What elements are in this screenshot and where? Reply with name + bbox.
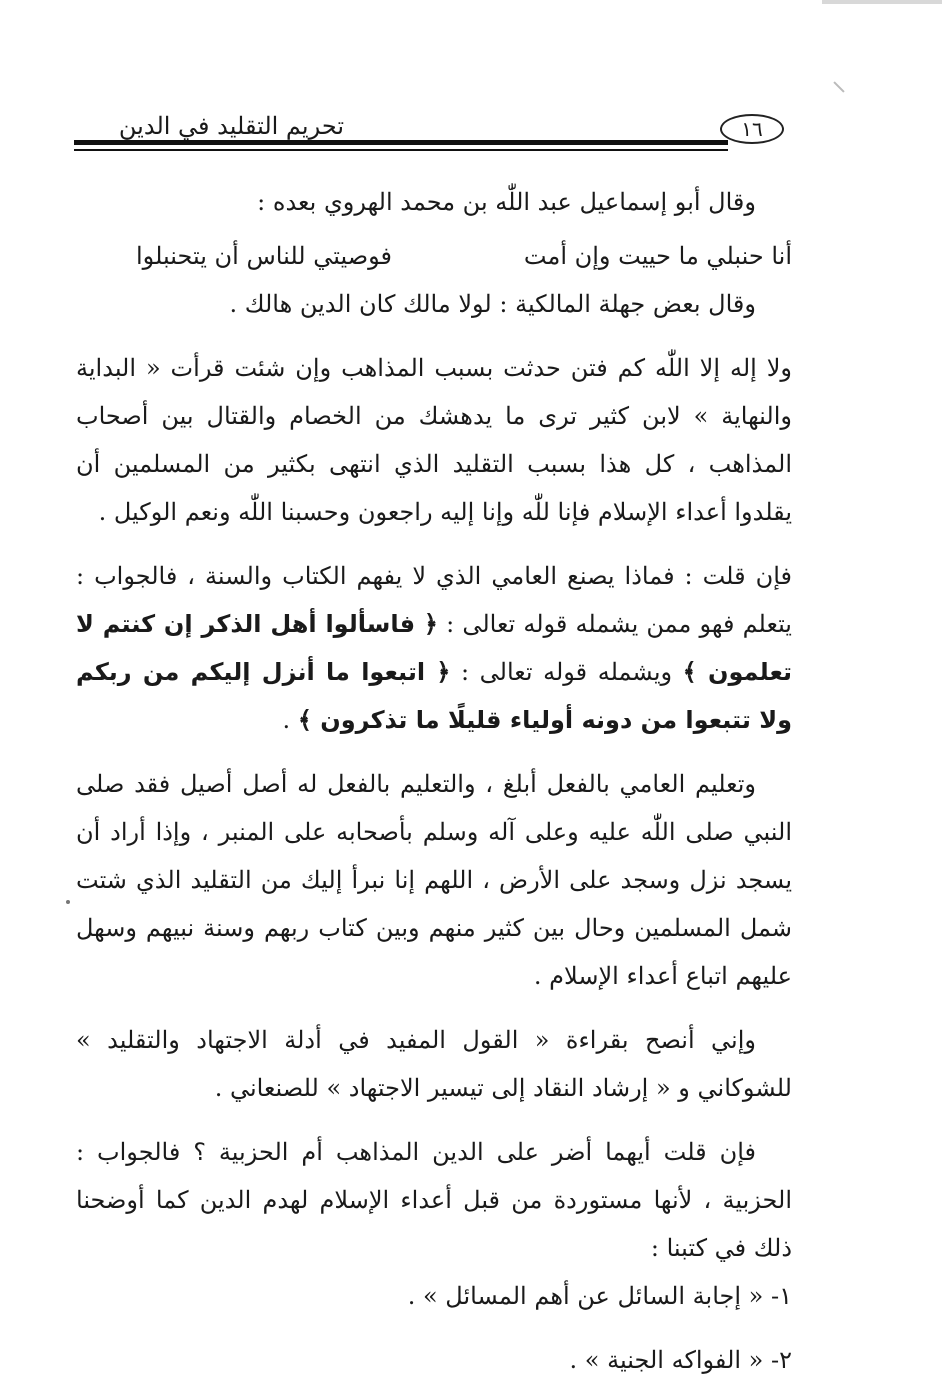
quran-verse-1: ﴿ فاسألوا أهل الذكر إن كنتم لا تعلمون ﴾ xyxy=(76,610,793,686)
paragraph-1: وقال أبو إسماعيل عبد اللّٰه بن محمد الهروي بعده : xyxy=(257,188,756,216)
poem-line xyxy=(76,232,792,280)
poem-hemistich-2: فوصيتي للناس أن يتحنبلوا xyxy=(136,242,392,270)
running-title: تحريم التقليد في الدين xyxy=(118,112,344,140)
poem-hemistich-1: أنا حنبلي ما حييت وإن أمت xyxy=(523,242,792,270)
paragraph-2: وقال بعض جهلة المالكية : لولا مالك كان الدين هالك . xyxy=(229,290,756,318)
paragraph-4 xyxy=(76,552,792,744)
page-header xyxy=(74,104,784,160)
paragraph-4-mid: ويشمله قوله تعالى : xyxy=(461,658,673,686)
list-item: ١- « إجابة السائل عن أهم المسائل » . xyxy=(407,1282,792,1310)
header-rule-thick xyxy=(74,140,728,145)
scan-mark xyxy=(833,81,844,92)
page-number: ١٦ xyxy=(720,114,784,144)
paragraph-5: وتعليم العامي بالفعل أبلغ ، والتعليم بالفعل له أصل أصيل فقد صلى النبي صلى اللّٰه عليه وعلى آله وسلم بأصحابه على المنبر ، وإذا أراد أن يسجد نزل وسجد على الأرض ، اللهم إنا نبرأ إليك من التقليد الذي شتت شمل المسلمين وحال بين كثير منهم وبين كتاب ربهم وسنة نبيهم وسهل عليهم اتباع أعداء الإسلام . xyxy=(76,770,792,990)
paragraph-4-end: . xyxy=(282,706,298,734)
body-text xyxy=(76,178,792,1376)
paragraph-7: فإن قلت أيهما أضر على الدين المذاهب أم الحزبية ؟ فالجواب : الحزبية ، لأنها مستوردة من قبل أعداء الإسلام لهدم الدين كما أوضحنا ذلك في كتبنا : xyxy=(76,1138,792,1262)
scan-edge xyxy=(822,0,942,4)
quran-verse-2: ﴿ اتبعوا ما أنزل إليكم من ربكم ولا تتبعوا من دونه أولياء قليلًا ما تذكرون ﴾ xyxy=(76,658,792,734)
paragraph-3: ولا إله إلا اللّٰه كم فتن حدثت بسبب المذاهب وإن شئت قرأت « البداية والنهاية » لابن كثير ترى ما يدهشك من الخصام والقتال بين أصحاب المذاهب ، كل هذا بسبب التقليد الذي انتهى بكثير من المسلمين أن يقلدوا أعداء الإسلام فإنا للّٰه وإنا إليه راجعون وحسبنا اللّٰه ونعم الوكيل . xyxy=(76,354,792,526)
paragraph-4-intro: فإن قلت : فماذا يصنع العامي الذي لا يفهم الكتاب والسنة ، فالجواب : يتعلم فهو ممن يشمله قوله تعالى : xyxy=(76,562,792,638)
paragraph-6: وإني أنصح بقراءة « القول المفيد في أدلة الاجتهاد والتقليد » للشوكاني و « إرشاد النقاد إلى تيسير الاجتهاد » للصنعاني . xyxy=(76,1026,792,1102)
list-item: ٢- « الفواكه الجنية » . xyxy=(569,1346,792,1374)
scan-dot xyxy=(66,900,70,904)
header-rule-thin xyxy=(74,149,728,151)
poem xyxy=(76,232,792,280)
